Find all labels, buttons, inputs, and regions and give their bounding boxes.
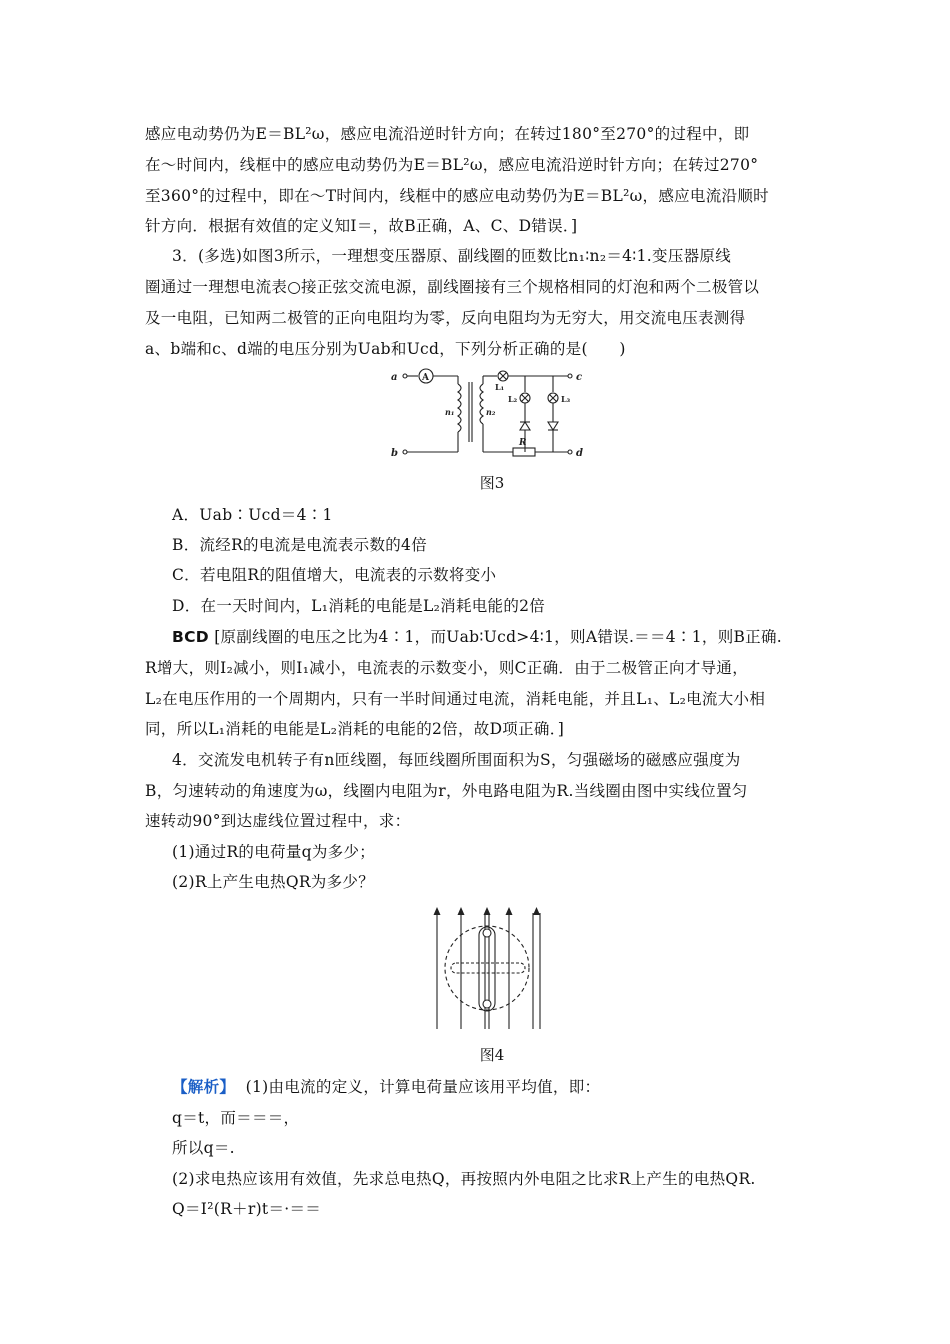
answer-label: BCD bbox=[172, 628, 209, 646]
question-4-line: B，匀速转动的角速度为ω，线圈内电阻为r，外电路电阻为R.当线圈由图中实线位置匀 bbox=[145, 782, 748, 800]
answer-3-line: R增大，则I₂减小，则I₁减小，电流表的示数变小，则C正确．由于二极管正向才导通， bbox=[145, 659, 749, 677]
answer-text: [原副线圈的电压之比为4∶1，而Uab∶Ucd>4∶1，则A错误.＝＝4∶1，则B正确. bbox=[214, 628, 783, 646]
question-3-line: 3．(多选)如图3所示，一理想变压器原、副线圈的匝数比n₁∶n₂＝4∶1.变压器原线 bbox=[172, 247, 732, 265]
text-line: 感应电动势仍为E＝BL²ω，感应电流沿逆时针方向；在转过180°至270°的过程中，即 bbox=[145, 125, 750, 143]
L1-label: L₁ bbox=[495, 382, 505, 392]
option-a: A．Uab∶Ucd＝4∶1 bbox=[172, 506, 333, 524]
terminal-c-label: c bbox=[576, 372, 583, 383]
L3-label: L₃ bbox=[561, 394, 571, 404]
figure-3-caption: 图3 bbox=[479, 474, 505, 492]
R-label: R bbox=[519, 438, 527, 448]
question-3-line: 及一电阻，已知两二极管的正向电阻均为零，反向电阻均为无穷大，用交流电压表测得 bbox=[145, 309, 746, 327]
analysis-text: (1)由电流的定义，计算电荷量应该用平均值，即： bbox=[245, 1078, 601, 1096]
terminal-a-label: a bbox=[391, 372, 398, 383]
figure-3-circuit bbox=[385, 362, 600, 462]
answer-3-line: L₂在电压作用的一个周期内，只有一半时间通过电流，消耗电能，并且L₁、L₂电流大小相 bbox=[145, 690, 766, 708]
analysis-line: q＝t，而＝＝＝， bbox=[172, 1109, 300, 1127]
analysis-line bbox=[172, 1077, 600, 1097]
question-4-sub-1: (1)通过R的电荷量q为多少； bbox=[172, 843, 376, 861]
question-4-line: 4．交流发电机转子有n匝线圈，每匝线圈所围面积为S，匀强磁场的磁感应强度为 bbox=[172, 751, 741, 769]
question-3-line: a、b端和c、d端的电压分别为Uab和Ucd，下列分析正确的是( ) bbox=[145, 340, 626, 358]
figure-4-magnetic-field bbox=[425, 905, 555, 1033]
terminal-d-label: d bbox=[576, 448, 583, 459]
answer-3-line bbox=[172, 627, 782, 647]
answer-3-line: 同，所以L₁消耗的电能是L₂消耗的电能的2倍，故D项正确．] bbox=[145, 720, 565, 738]
L2-label: L₂ bbox=[508, 394, 518, 404]
question-4-sub-2: (2)R上产生电热QR为多少？ bbox=[172, 873, 375, 891]
ammeter-label: A bbox=[422, 373, 429, 383]
text-line: 在～时间内，线框中的感应电动势仍为E＝BL²ω，感应电流沿逆时针方向；在转过270° bbox=[145, 156, 759, 174]
analysis-line: Q＝I²(R＋r)t＝·＝＝ bbox=[172, 1200, 322, 1218]
text-line: 至360°的过程中，即在～T时间内，线框中的感应电动势仍为E＝BL²ω，感应电流沿顺时 bbox=[145, 187, 769, 205]
n2-label: n₂ bbox=[486, 407, 496, 417]
analysis-label: 【解析】 bbox=[172, 1077, 236, 1096]
n1-label: n₁ bbox=[445, 407, 455, 417]
option-d: D．在一天时间内，L₁消耗的电能是L₂消耗电能的2倍 bbox=[172, 597, 546, 615]
figure-4-caption: 图4 bbox=[479, 1046, 505, 1064]
analysis-line: (2)求电热应该用有效值，先求总电热Q，再按照内外电阻之比求R上产生的电热QR. bbox=[172, 1170, 756, 1188]
question-4-line: 速转动90°到达虚线位置过程中，求： bbox=[145, 812, 411, 830]
question-3-line: 圈通过一理想电流表○接正弦交流电源，副线圈接有三个规格相同的灯泡和两个二极管以 bbox=[145, 278, 760, 296]
terminal-b-label: b bbox=[391, 448, 398, 459]
option-b: B．流经R的电流是电流表示数的4倍 bbox=[172, 536, 428, 554]
text-line: 针方向．根据有效值的定义知I＝，故B正确，A、C、D错误．] bbox=[145, 217, 578, 235]
analysis-line: 所以q＝. bbox=[172, 1139, 235, 1157]
option-c: C．若电阻R的阻值增大，电流表的示数将变小 bbox=[172, 566, 497, 584]
